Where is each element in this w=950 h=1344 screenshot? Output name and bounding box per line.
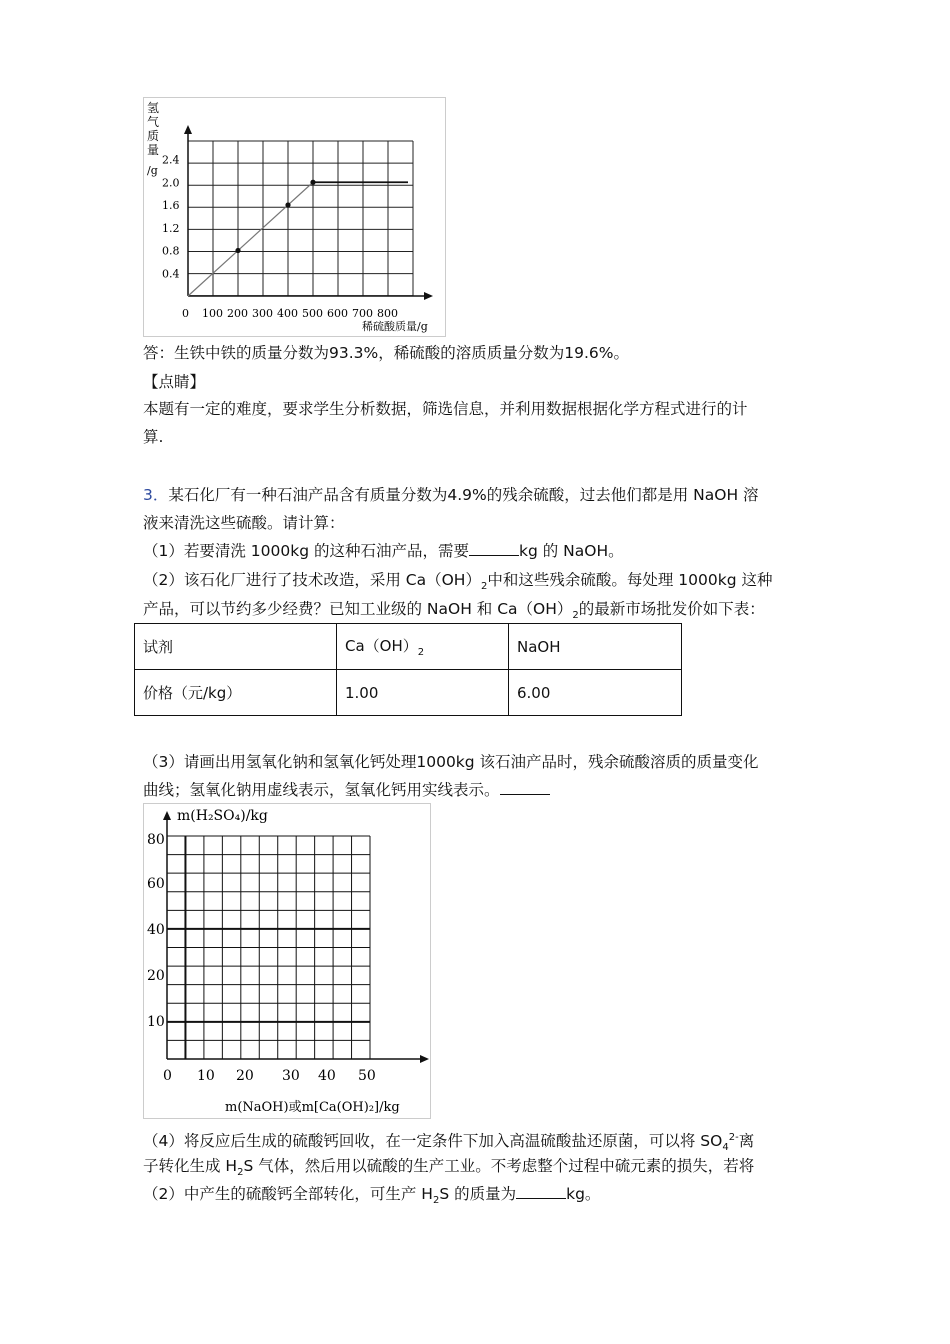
q3-text-b: 曲线；氢氧化钠用虚线表示，氢氧化钙用实线表示。 — [143, 781, 500, 799]
x-tick-label: 600 — [327, 307, 348, 320]
caoh-sub: 2 — [417, 647, 425, 658]
x-tick-label: 0 — [163, 1068, 172, 1084]
y-tick-label: 40 — [147, 922, 165, 938]
data-point — [310, 180, 315, 185]
x-tick-label: 700 — [352, 307, 373, 320]
q4-text-g: kg。 — [566, 1185, 601, 1203]
x-tick-label: 50 — [358, 1068, 376, 1084]
y-tick-label: 20 — [147, 968, 165, 984]
q3-line-1: （3）请画出用氢氧化钠和氢氧化钙处理1000kg 该石油产品时，残余硫酸溶质的质量变化 — [143, 753, 759, 771]
q4-text-e: （2）中产生的硫酸钙全部转化，可生产 H — [143, 1185, 433, 1203]
q1-line — [143, 540, 624, 562]
question-3-intro-line-2: 液来清洗这些硫酸。请计算： — [143, 514, 345, 532]
x-tick-label: 30 — [282, 1068, 300, 1084]
table-cell: 试剂 — [135, 624, 337, 670]
y-tick-label: 80 — [147, 832, 165, 848]
q4-line-2 — [143, 1155, 754, 1184]
q4-text-a: （4）将反应后生成的硫酸钙回收，在一定条件下加入高温硫酸盐还原菌，可以将 SO — [143, 1132, 723, 1151]
fig2-ylabel: m(H₂SO₄)/kg — [177, 808, 268, 824]
q4-sub: 4 — [722, 1142, 729, 1154]
q2-text-d: 的最新市场批发价如下表： — [578, 600, 765, 618]
x-tick-label: 500 — [302, 307, 323, 320]
data-point — [235, 248, 240, 253]
x-tick-label: 10 — [197, 1068, 215, 1084]
question-number: 3． — [143, 486, 169, 504]
y-tick-label: 60 — [147, 876, 165, 892]
question-3-intro-line-1 — [143, 484, 759, 506]
q4-answer-blank[interactable] — [516, 1184, 566, 1199]
hydrogen-mass-chart — [143, 97, 446, 337]
q2-text-a: （2）该石化厂进行了技术改造，采用 Ca（OH） — [143, 571, 481, 589]
fig2-xlabel: m(NaOH)或m[Ca(OH)₂]/kg — [225, 1100, 400, 1115]
dianjing-heading: 【点睛】 — [143, 373, 206, 391]
fig1-ylabel-char: 质 — [147, 129, 160, 143]
q2-text-c: 产品，可以节约多少经费？已知工业级的 NaOH 和 Ca（OH） — [143, 600, 573, 618]
fig1-ylabel-char: 量 — [147, 143, 160, 157]
answer-line: 答：生铁中铁的质量分数为93.3%，稀硫酸的溶质质量分数为19.6%。 — [143, 344, 629, 362]
fig1-ylabel-char: 气 — [147, 115, 160, 129]
q4-line-3 — [143, 1183, 600, 1212]
sulfuric-acid-mass-grid — [143, 803, 431, 1119]
table-cell: 1.00 — [337, 670, 509, 716]
table-cell: 6.00 — [509, 670, 682, 716]
x-tick-label: 40 — [318, 1068, 336, 1084]
x-tick-label: 20 — [236, 1068, 254, 1084]
q4-sub-2: 2 — [237, 1167, 244, 1178]
q2-sub-2: 2 — [572, 610, 579, 621]
table-row — [135, 670, 682, 716]
q1-text-a: （1）若要清洗 1000kg 的这种石油产品，需要 — [143, 542, 469, 560]
q4-text-f: S 的质量为 — [439, 1185, 517, 1203]
q1-text-b: kg 的 NaOH。 — [518, 542, 624, 560]
fig1-xlabel: 稀硫酸质量/g — [362, 320, 428, 333]
table-row — [135, 624, 682, 670]
comment-line-2: 算. — [143, 428, 164, 446]
table-cell — [337, 624, 509, 670]
caoh-label: Ca（OH） — [345, 637, 418, 655]
x-tick-label: 0 — [182, 307, 189, 320]
q3-answer-blank[interactable] — [500, 780, 550, 795]
q4-text-c: 子转化生成 H — [143, 1157, 238, 1175]
q-intro-1: 某石化厂有一种石油产品含有质量分数为4.9%的残余硫酸，过去他们都是用 NaOH 溶 — [168, 486, 759, 504]
fig1-ylabel-char: 氢 — [147, 101, 160, 115]
table-cell: NaOH — [509, 624, 682, 670]
data-point — [285, 202, 290, 207]
q4-text-d: S 气体，然后用以硫酸的生产工业。不考虑整个过程中硫元素的损失，若将 — [243, 1157, 755, 1175]
fig1-ylabel-char: /g — [147, 164, 158, 177]
q4-text-b: 离 — [738, 1132, 755, 1151]
x-tick-label: 100 — [202, 307, 223, 320]
comment-line-1: 本题有一定的难度，要求学生分析数据，筛选信息，并利用数据根据化学方程式进行的计 — [143, 400, 748, 418]
price-table — [134, 623, 682, 716]
table-cell: 价格（元/kg） — [135, 670, 337, 716]
x-tick-label: 300 — [252, 307, 273, 320]
q3-line-2 — [143, 779, 550, 801]
x-tick-label: 200 — [227, 307, 248, 320]
q1-answer-blank[interactable] — [469, 541, 519, 556]
y-tick-label: 2.4 — [162, 153, 180, 167]
q4-sub-3: 2 — [432, 1195, 440, 1206]
y-tick-label: 2.0 — [162, 176, 180, 190]
y-tick-label: 1.2 — [162, 221, 180, 235]
y-tick-label: 0.4 — [162, 267, 180, 281]
q2-sub: 2 — [480, 581, 488, 592]
q4-sup: 2- — [728, 1132, 739, 1143]
y-tick-label: 10 — [147, 1014, 165, 1030]
q2-text-b: 中和这些残余硫酸。每处理 1000kg 这种 — [487, 571, 773, 589]
x-tick-label: 800 — [377, 307, 398, 320]
y-tick-label: 1.6 — [162, 199, 180, 212]
x-tick-label: 400 — [277, 307, 298, 320]
q2-line-1 — [143, 569, 772, 598]
y-tick-label: 0.8 — [162, 244, 180, 258]
